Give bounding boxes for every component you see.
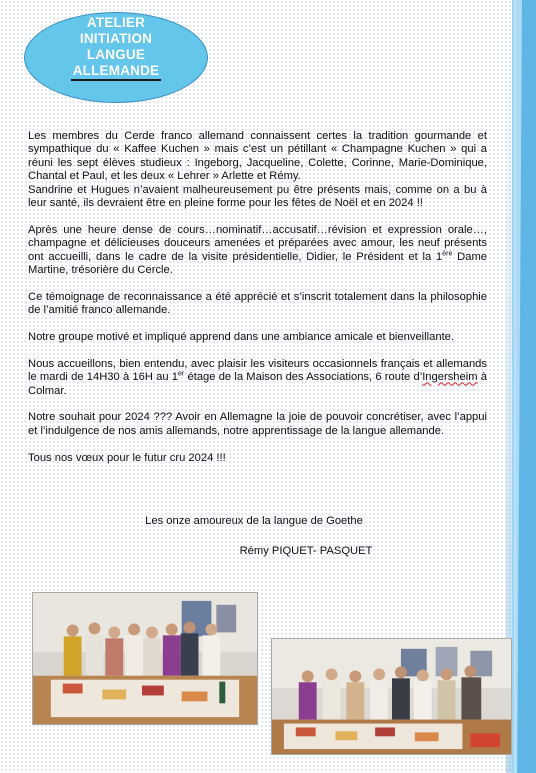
page-title	[56, 15, 176, 81]
paragraph-group: Notre groupe motivé et impliqué apprend dans une ambiance amicale et bienveillante.	[28, 331, 455, 344]
signature-author: Rémy PIQUET- PASQUET	[239, 545, 373, 557]
paragraph-absent-members: Sandrine et Hugues n’avaient malheureusement pu être présents mais, comme on a bu à leur santé, ils devraient être en pleine forme pour les fêtes de Noël et en 2024 !!	[28, 183, 487, 210]
title-line-1: ATELIER	[86, 15, 146, 30]
paragraph-appreciation: Ce témoignage de reconnaissance a été apprécié et s’inscrit totalement dans la philosophie de l’amitié franco allemande.	[28, 290, 487, 317]
paragraph-course: Après une heure dense de cours…nominatif…accusatif…révision et expression orale…, champagne et délicieuses douceurs amenées et préparées avec amour, les neuf présents ont accueilli, dans le cadre de la visite présidentielle, Didier, le Président et la 1ère Dame Martine, trésorière du Cercle.	[28, 223, 487, 277]
paragraph-greetings: Tous nos vœux pour le futur cru 2024 !!!	[28, 451, 226, 464]
article-body	[28, 130, 487, 478]
title-line-3: LANGUE	[86, 47, 146, 62]
paragraph-intro: Les membres du Cerde franco allemand connaissent certes la tradition gourmande et sympathique du « Kaffee Kuchen » mais c’est un pétillant « Champagne Kuchen » qui a réuni les sept élèves studieux : Ingeborg, Jacqueline, Colette, Corinne, Marie-Dominique, Chantal et Paul, et les deux « Lehrer » Arlette et Rémy.	[28, 130, 487, 183]
group-photo-2	[271, 638, 512, 755]
paragraph-welcome: Nous accueillons, bien entendu, avec plaisir les visiteurs occasionnels français et allemands le mardi de 14H30 à 16H au 1er étage de la Maison des Associations, 6 route d’Ingersheim à Colmar.	[28, 357, 487, 397]
paragraph-wish: Notre souhait pour 2024 ??? Avoir en Allemagne la joie de pouvoir concrétiser, avec l’appui et l’indulgence de nos amis allemands, notre apprentissage de la langue allemande.	[28, 411, 487, 437]
group-photo-1	[32, 592, 258, 725]
title-line-4: ALLEMANDE	[71, 63, 162, 81]
title-line-2: INITIATION	[79, 31, 153, 46]
signature-group: Les onze amoureux de la langue de Goethe	[145, 515, 363, 527]
